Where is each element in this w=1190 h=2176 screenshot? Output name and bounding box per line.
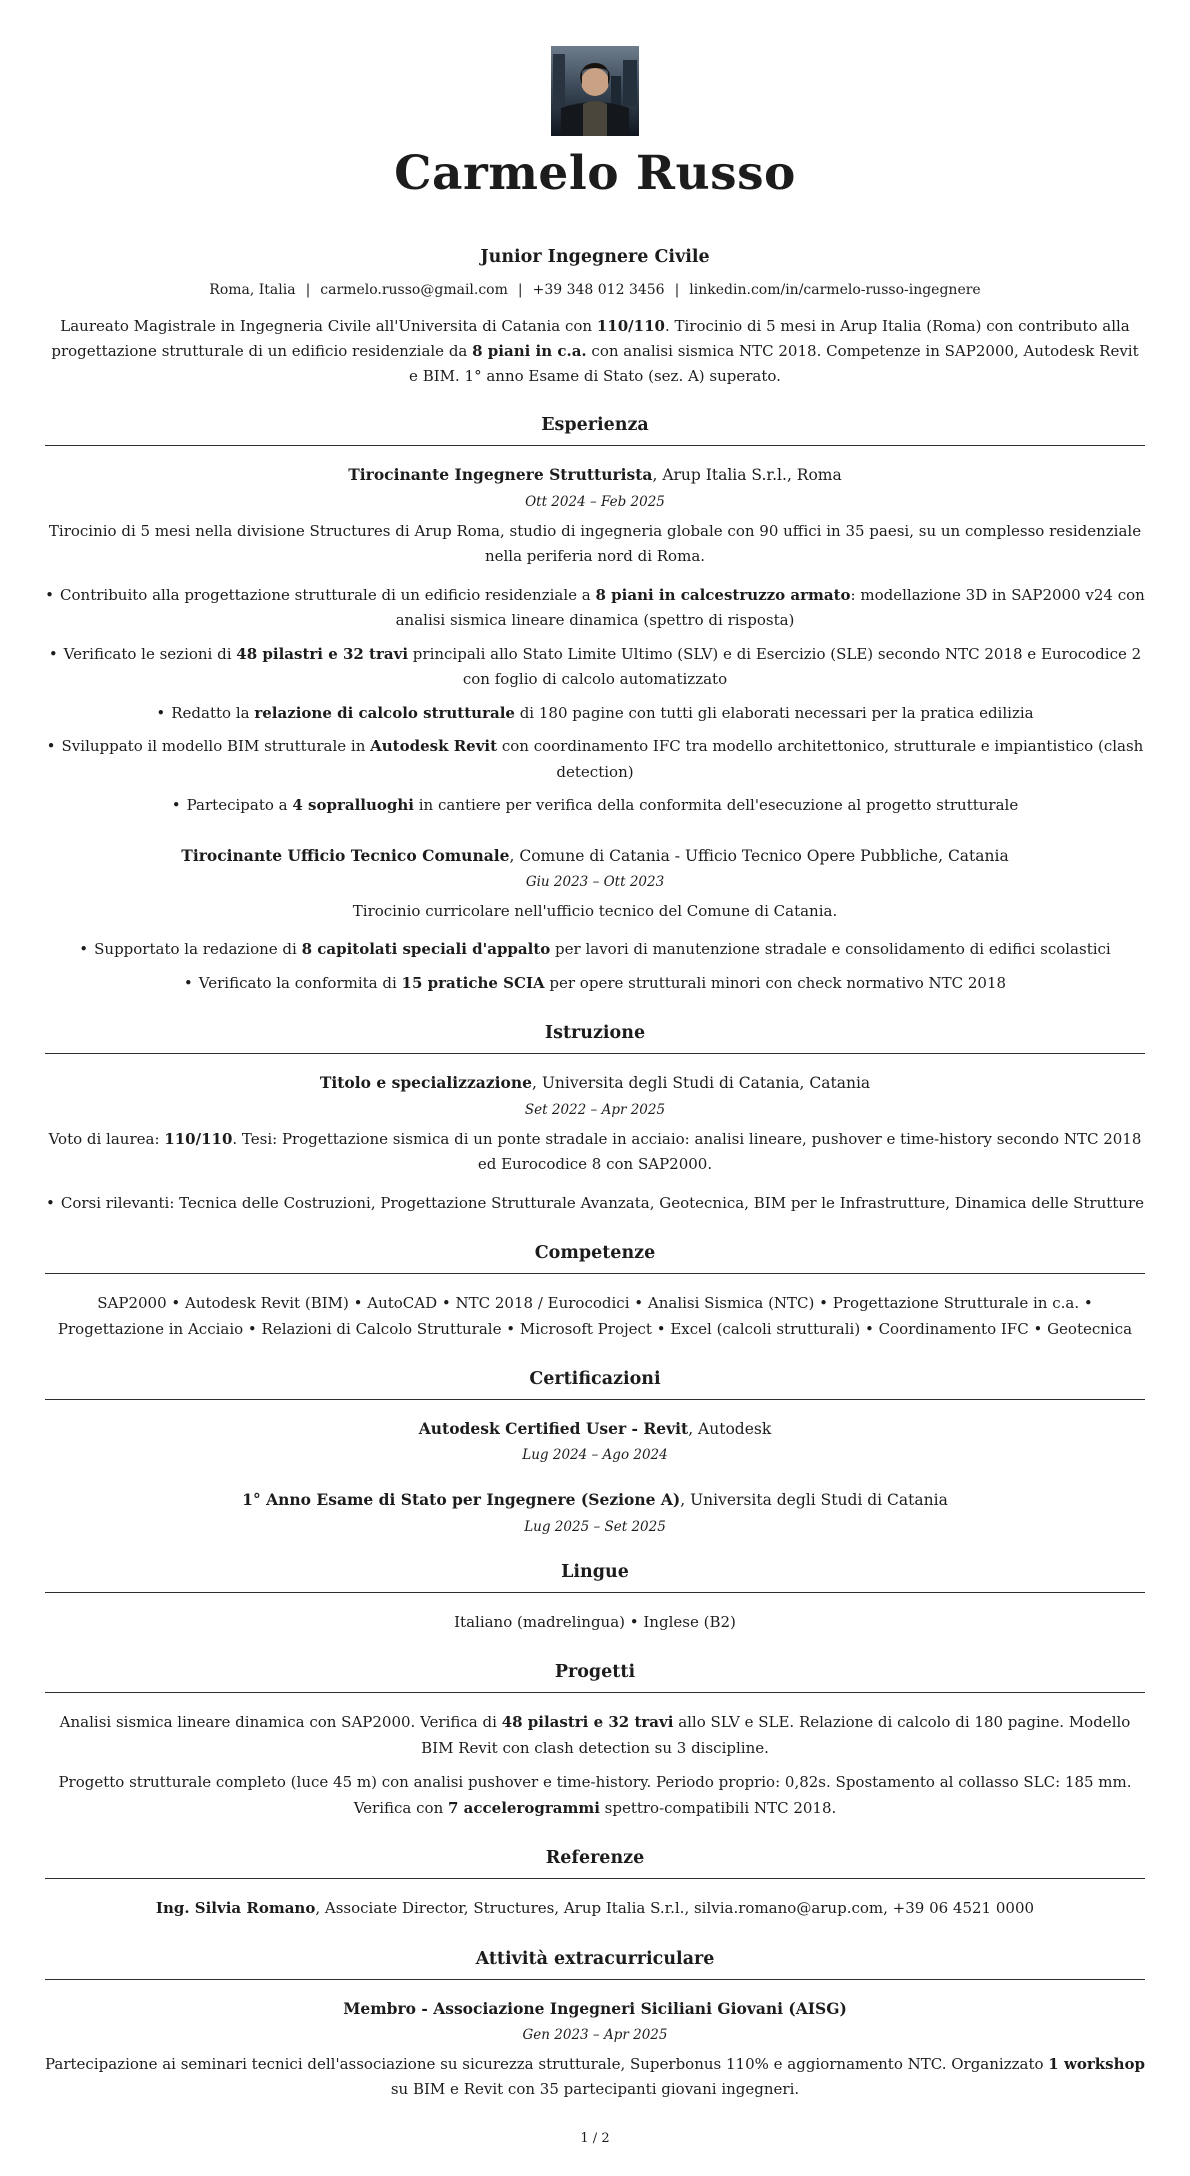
bold-text: relazione di calcolo strutturale — [254, 703, 515, 722]
entry-date: Giu 2023 – Ott 2023 — [525, 873, 665, 890]
section-divider — [45, 1273, 1145, 1274]
photo-container — [45, 46, 1145, 136]
text: per opere strutturali minori con check normativo NTC 2018 — [544, 973, 1007, 992]
bullet-item — [45, 583, 1145, 634]
text: : modellazione 3D in SAP2000 v24 con analisi sismica lineare dinamica (spettro di risposta) — [395, 585, 1145, 630]
bold-text: 7 accelerogrammi — [448, 1798, 600, 1817]
entry-paragraph — [45, 1610, 1145, 1636]
bold-text: Autodesk Revit — [370, 737, 498, 756]
contact-item: linkedin.com/in/carmelo-russo-ingegnere — [689, 282, 981, 299]
section-divider — [45, 1399, 1145, 1400]
entry-paragraph — [45, 1127, 1145, 1178]
text: , Comune di Catania - Ufficio Tecnico Opere Pubbliche, Catania — [509, 846, 1009, 865]
text: Tirocinio curricolare nell'ufficio tecnico del Comune di Catania. — [352, 901, 838, 920]
text: Partecipato a — [186, 796, 293, 815]
bullet-icon: • — [156, 703, 166, 722]
text: di 180 pagine con tutti gli elaborati necessari per la pratica edilizia — [514, 703, 1034, 722]
text: Sviluppato il modello BIM strutturale in — [61, 737, 371, 756]
section-lingue — [45, 1562, 1145, 1636]
profile-photo-image — [551, 46, 639, 136]
section-divider — [45, 1692, 1145, 1693]
entry — [45, 1997, 1145, 2103]
section-attivita-extracurriculare — [45, 1949, 1145, 2103]
text: in cantiere per verifica della conformita dell'esecuzione al progetto strutturale — [413, 796, 1019, 815]
text: . Tirocinio di 5 mesi in Arup Italia (Roma) con contributo alla progettazione strutturale di un edificio residenziale da — [51, 317, 1130, 360]
text: per lavori di manutenzione stradale e consolidamento di edifici scolastici — [550, 940, 1111, 959]
entry-paragraph — [45, 1291, 1145, 1342]
entry-paragraph — [45, 2052, 1145, 2103]
bullet-icon: • — [183, 973, 193, 992]
section-heading: Lingue — [561, 1561, 629, 1582]
bold-text: 110/110 — [596, 317, 665, 336]
text: Tirocinio di 5 mesi nella divisione Structures di Arup Roma, studio di ingegneria globale con 90 uffici in 35 paesi, su un complesso residenziale nella periferia nord di Roma. — [48, 521, 1142, 566]
section-divider — [45, 445, 1145, 446]
section-heading: Esperienza — [541, 415, 649, 436]
contact-separator: | — [517, 282, 523, 299]
bold-text: 1 workshop — [1048, 2054, 1145, 2073]
entry-date: Gen 2023 – Apr 2025 — [522, 2026, 668, 2043]
text: spettro-compatibili NTC 2018. — [599, 1798, 837, 1817]
section-competenze — [45, 1243, 1145, 1342]
section-heading: Attività extracurriculare — [475, 1948, 715, 1969]
bullet-icon: • — [46, 1193, 55, 1212]
text: con coordinamento IFC tra modello architettonico, strutturale e impiantistico (clash detection) — [497, 737, 1144, 781]
bullet-item — [45, 793, 1145, 819]
section-heading: Certificazioni — [529, 1369, 661, 1390]
entry-title — [45, 463, 1145, 487]
section-progetti — [45, 1662, 1145, 1821]
entry — [45, 1071, 1145, 1216]
text: , Autodesk — [688, 1420, 772, 1439]
section-heading: Competenze — [534, 1243, 656, 1264]
text: . Tesi: Progettazione sismica di un ponte stradale in acciaio: analisi lineare, pushover e time-history secondo NTC 2018 ed Eurocodice 8 con SAP2000. — [232, 1129, 1142, 1174]
entry-date: Set 2022 – Apr 2025 — [524, 1101, 666, 1118]
bold-text: 4 sopralluoghi — [292, 796, 414, 815]
bullet-item — [45, 937, 1145, 963]
contact-separator: | — [305, 282, 311, 299]
text: Progetto strutturale completo (luce 45 m) con analisi pushover e time-history. Periodo proprio: 0,82s. Spostamento al collasso SLC: 185 mm. Verifica con — [58, 1773, 1132, 1817]
entry-title — [45, 1071, 1145, 1095]
contact-item: +39 348 012 3456 — [532, 282, 665, 299]
bullet-icon: • — [48, 644, 58, 663]
bullet-item — [45, 1191, 1145, 1217]
bold-text: Titolo e specializzazione — [319, 1073, 532, 1093]
entry-paragraph — [45, 1770, 1145, 1821]
bullet-item — [45, 971, 1145, 997]
bold-text: 8 piani in calcestruzzo armato — [595, 585, 851, 604]
profile-photo — [551, 46, 639, 136]
entry-title — [45, 1997, 1145, 2021]
bullet-icon: • — [171, 796, 181, 815]
text: , Arup Italia S.r.l., Roma — [652, 466, 842, 485]
section-divider — [45, 1053, 1145, 1054]
bold-text: 8 capitolati speciali d'appalto — [301, 940, 551, 959]
entry — [45, 844, 1145, 997]
entry-title — [45, 844, 1145, 868]
bold-text: Tirocinante Ingegnere Strutturista — [348, 465, 653, 485]
contact-item: carmelo.russo@gmail.com — [320, 282, 508, 299]
entry-paragraph — [45, 1710, 1145, 1761]
text: con analisi sismica NTC 2018. Competenze in SAP2000, Autodesk Revit e BIM. 1° anno Esame di Stato (sez. A) superato. — [409, 341, 1139, 385]
section-heading: Istruzione — [544, 1023, 646, 1044]
page-number: 1 / 2 — [580, 2130, 610, 2146]
entry-date: Lug 2024 – Ago 2024 — [522, 1447, 668, 1464]
bold-text: 48 pilastri e 32 travi — [501, 1713, 674, 1732]
bullet-icon: • — [79, 940, 89, 959]
text: Analisi sismica lineare dinamica con SAP2000. Verifica di — [59, 1713, 502, 1732]
text: Verificato le sezioni di — [63, 644, 237, 663]
entry — [45, 1488, 1145, 1534]
text: Voto di laurea: — [48, 1129, 165, 1148]
bullet-item — [45, 642, 1145, 693]
section-referenze — [45, 1848, 1145, 1922]
entry — [45, 1291, 1145, 1342]
contact-item: Roma, Italia — [209, 282, 296, 299]
bullet-item — [45, 701, 1145, 727]
bold-text: 48 pilastri e 32 travi — [236, 644, 409, 663]
entry-paragraph — [45, 1896, 1145, 1922]
contact-separator: | — [674, 282, 680, 299]
entry-paragraph — [45, 899, 1145, 925]
candidate-job-title: Junior Ingegnere Civile — [480, 247, 710, 268]
bullet-list — [45, 937, 1145, 996]
section-certificazioni — [45, 1369, 1145, 1535]
entry — [45, 1896, 1145, 1922]
bold-text: 110/110 — [164, 1129, 233, 1148]
bold-text: Ing. Silvia Romano — [155, 1899, 316, 1918]
text: Corsi rilevanti: Tecnica delle Costruzioni, Progettazione Strutturale Avanzata, Geotecnica, BIM per le Infrastrutture, Dinamica delle Strutture — [60, 1193, 1144, 1212]
text: su BIM e Revit con 35 partecipanti giovani ingegneri. — [390, 2080, 800, 2099]
bullet-list — [45, 1191, 1145, 1217]
section-heading: Referenze — [545, 1848, 645, 1869]
bullet-item — [45, 734, 1145, 785]
text: Redatto la — [171, 703, 255, 722]
entry — [45, 1417, 1145, 1463]
entry — [45, 1610, 1145, 1636]
text: SAP2000 • Autodesk Revit (BIM) • AutoCAD • NTC 2018 / Eurocodici • Analisi Sismica (NTC) • Progettazione Strutturale in c.a. • Progettazione in Acciaio • Relazioni di Calcolo Strutturale • Microsoft Project • Excel (calcoli strutturali) • Coordinamento IFC • Geotecnica — [57, 1294, 1133, 1338]
entry-title — [45, 1488, 1145, 1512]
entry-title — [45, 1417, 1145, 1441]
section-istruzione — [45, 1023, 1145, 1216]
text: , Associate Director, Structures, Arup Italia S.r.l., silvia.romano@arup.com, +39 06 4521 0000 — [315, 1899, 1035, 1918]
bold-text: 15 pratiche SCIA — [401, 973, 545, 992]
entry-paragraph — [45, 519, 1145, 570]
bold-text: Tirocinante Ufficio Tecnico Comunale — [181, 845, 510, 865]
section-divider — [45, 1979, 1145, 1980]
entry — [45, 463, 1145, 818]
text: Supportato la redazione di — [94, 940, 302, 959]
entry — [45, 1710, 1145, 1821]
bold-text: 8 piani in c.a. — [472, 341, 587, 360]
text: Verificato la conformita di — [198, 973, 402, 992]
text: , Universita degli Studi di Catania, Catania — [532, 1074, 871, 1093]
bold-text: Autodesk Certified User - Revit — [418, 1419, 689, 1439]
entry-date: Lug 2025 – Set 2025 — [524, 1518, 666, 1535]
summary-text — [45, 314, 1145, 388]
section-divider — [45, 1878, 1145, 1879]
text: , Universita degli Studi di Catania — [680, 1491, 948, 1510]
bullet-list — [45, 583, 1145, 819]
text: Italiano (madrelingua) • Inglese (B2) — [454, 1612, 736, 1631]
text: Contribuito alla progettazione strutturale di un edificio residenziale a — [60, 585, 596, 604]
section-esperienza — [45, 415, 1145, 996]
section-divider — [45, 1592, 1145, 1593]
candidate-name: Carmelo Russo — [394, 146, 796, 201]
entry-date: Ott 2024 – Feb 2025 — [525, 493, 665, 510]
text: principali allo Stato Limite Ultimo (SLV) e di Esercizio (SLE) secondo NTC 2018 e Eurocodice 2 con foglio di calcolo automatizzato — [408, 644, 1142, 689]
bullet-icon: • — [46, 737, 56, 756]
bold-text: Membro - Associazione Ingegneri Siciliani Giovani (AISG) — [343, 1998, 847, 2018]
text: allo SLV e SLE. Relazione di calcolo di 180 pagine. Modello BIM Revit con clash detection su 3 discipline. — [421, 1713, 1131, 1757]
section-heading: Progetti — [554, 1662, 636, 1683]
text: Laureato Magistrale in Ingegneria Civile all'Universita di Catania con — [60, 317, 597, 336]
contact-line — [45, 282, 1145, 298]
text: Partecipazione ai seminari tecnici dell'associazione su sicurezza strutturale, Superbonus 110% e aggiornamento NTC. Organizzato — [45, 2054, 1049, 2073]
bold-text: 1° Anno Esame di Stato per Ingegnere (Sezione A) — [242, 1490, 681, 1510]
bullet-icon: • — [45, 585, 55, 604]
sections — [45, 388, 1145, 2103]
